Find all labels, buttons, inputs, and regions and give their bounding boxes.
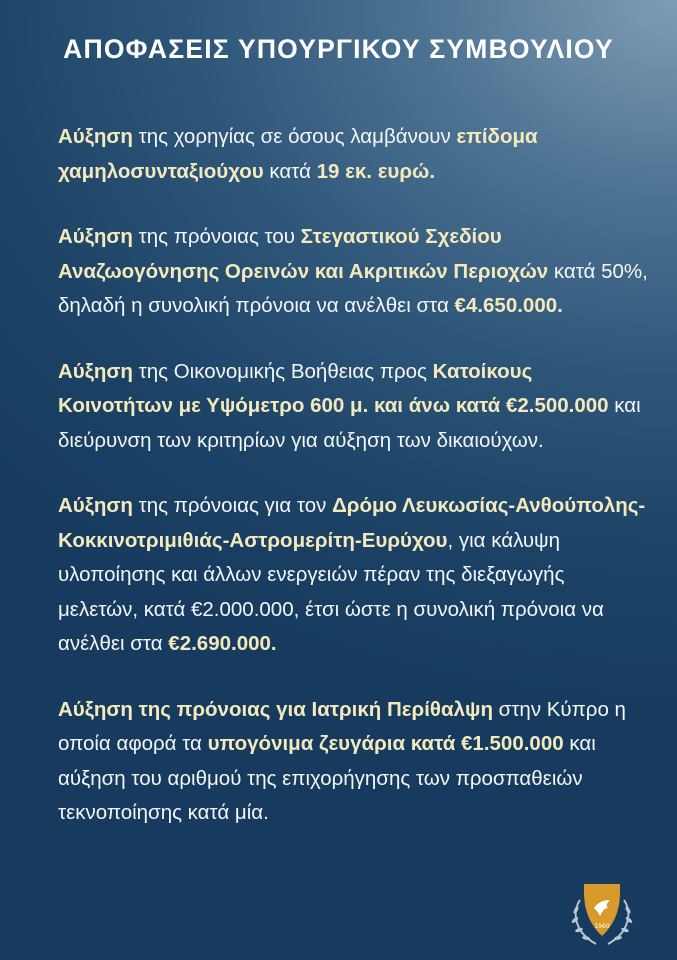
decision-bold-text: Αύξηση	[58, 125, 133, 148]
decision-text: και διεύρυνση των κριτηρίων για αύξηση των δικαιούχων.	[58, 394, 641, 452]
decision-text: της Οικονομικής Βοήθειας προς	[132, 359, 433, 383]
decision-bold-text: Αύξηση	[58, 225, 133, 248]
decision-bold-text: Αύξηση	[58, 359, 133, 383]
decision-text: της χορηγίας σε όσους λαμβάνουν	[132, 125, 457, 148]
decision-text: κατά	[263, 159, 317, 183]
decision-text: της πρόνοιας του	[132, 225, 301, 248]
cyprus-coat-of-arms-icon	[566, 878, 638, 950]
decision-bold-text: Δρόμο Λευκωσίας-Ανθούπολης-Κοκκινοτριμιθιάς-Αστρομερίτη-Ευρύχου	[58, 494, 646, 552]
emblem-year: 1960	[594, 923, 610, 930]
decision-text: κατά 50%, δηλαδή η συνολική πρόνοια να ανέλθει στα	[58, 259, 648, 317]
decision-bold-text: €2.690.000.	[168, 632, 277, 655]
page-title: ΑΠΟΦΑΣΕΙΣ ΥΠΟΥΡΓΙΚΟΥ ΣΥΜΒΟΥΛΙΟΥ	[63, 34, 614, 64]
decision-bold-text: €4.650.000.	[454, 294, 563, 317]
decisions-list	[58, 120, 648, 862]
decision-item	[58, 120, 648, 189]
decision-bold-text: Στεγαστικού Σχεδίου Αναζωογόνησης Ορεινών και Ακριτικών Περιοχών	[58, 225, 549, 283]
decision-item	[58, 220, 648, 324]
decision-bold-text: υπογόνιμα ζευγάρια κατά €1.500.000	[207, 732, 564, 755]
decision-text: στην Κύπρο η οποία αφορά τα	[58, 697, 626, 755]
decision-item	[58, 489, 648, 662]
decision-text: και αύξηση του αριθμού της επιχορήγησης των προσπαθειών τεκνοποίησης κατά μία.	[58, 732, 596, 824]
decision-text: της πρόνοιας για τον	[132, 494, 333, 517]
decision-bold-text: Κατοίκους Κοινοτήτων με Υψόμετρο 600 μ. και άνω κατά €2.500.000	[58, 359, 609, 417]
decision-bold-text: Αύξηση	[58, 494, 133, 517]
decision-bold-text: επίδομα χαμηλοσυνταξιούχου	[58, 125, 538, 183]
decision-bold-text: 19 εκ. ευρώ.	[316, 159, 436, 183]
decision-bold-text: Αύξηση της πρόνοιας για Ιατρική Περίθαλψη	[58, 697, 493, 721]
decision-item	[58, 693, 648, 831]
decision-item	[58, 355, 648, 459]
decision-text: , για κάλυψη υλοποίησης και άλλων ενεργειών πέραν της διεξαγωγής μελετών, κατά €2.000.000, έτσι ώστε η συνολική πρόνοια να ανέλθει στα	[58, 528, 604, 655]
